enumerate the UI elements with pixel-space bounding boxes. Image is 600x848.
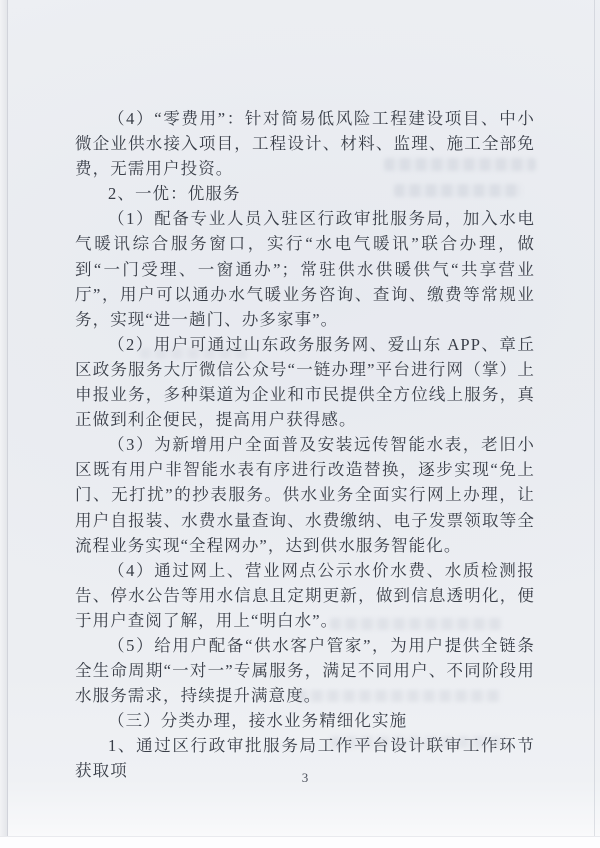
heading-2-you-fuwu: 2、一优：优服务	[108, 184, 241, 204]
paragraph-zero-fee: （4）“零费用”：针对简易低风险工程建设项目、中小微企业供水接入项目，工程设计、材料、监理、施工全部免费，无需用户投资。	[75, 109, 535, 179]
section-heading-3: （三）分类办理，接水业务精细化实施	[108, 711, 408, 731]
paragraph-item-5: （5）给用户配备“供水客户管家”，为用户提供全链条全生命周期“一对一”专属服务，满足不同用户、不同阶段用水服务需求，持续提升满意度。	[75, 635, 535, 706]
scan-right-edge	[594, 0, 595, 848]
document-body	[75, 106, 535, 784]
scan-bottom-edge	[0, 836, 600, 848]
paragraph-item-2: （2）用户可通过山东政务服务网、爱山东 APP、章丘区政务服务大厅微信公众号“一链办理”平台进行网（掌）上申报业务，多种渠道为企业和市民提供全方位线上服务，真正做到利企便民，提高用户获得感。	[75, 334, 535, 430]
paragraph-final: 1、通过区行政审批服务局工作平台设计联审工作环节获取项	[75, 736, 535, 781]
paragraph-item-1: （1）配备专业人员入驻区行政审批服务局，加入水电气暖讯综合服务窗口，实行“水电气暖讯”联合办理，做到“一门受理、一窗通办”；常驻供水供暖供气“共享营业厅”，用户可以通办水气暖业务咨询、查询、缴费等常规业务，实现“进一趟门、办多家事”。	[75, 209, 535, 329]
paragraph-item-3: （3）为新增用户全面普及安装远传智能水表，老旧小区既有用户非智能水表有序进行改造替换，逐步实现“免上门、无打扰”的抄表服务。供水业务全面实行网上办理，让用户自报装、水费水量查询、水费缴纳、电子发票领取等全流程业务实现“全程网办”，达到供水服务智能化。	[75, 435, 535, 555]
page-number: 3	[301, 770, 309, 785]
scan-left-edge	[0, 0, 8, 848]
paragraph-item-4: （4）通过网上、营业网点公示水价水费、水质检测报告、停水公告等用水信息且定期更新，做到信息透明化，便于用户查阅了解，用上“明白水”。	[75, 560, 535, 630]
